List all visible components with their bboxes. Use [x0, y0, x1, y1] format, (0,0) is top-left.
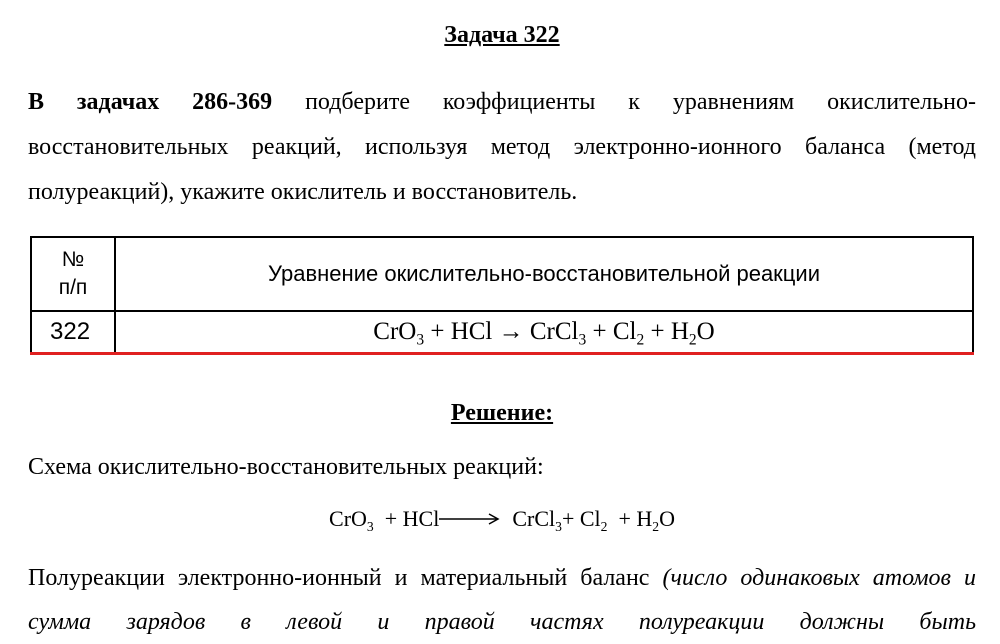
task-table [30, 236, 974, 355]
half-reactions-paragraph [28, 556, 976, 644]
reaction-scheme [28, 506, 976, 532]
eq-cro3-sub: 3 [416, 331, 425, 349]
scheme-cl2: + Cl [561, 506, 601, 531]
task-statement [28, 80, 976, 215]
eq-h2o-sub: 2 [688, 331, 697, 349]
header-number-sign: № [61, 248, 85, 271]
scheme-crcl3: CrCl [501, 506, 556, 531]
eq-h2o: + H [644, 318, 689, 345]
scheme-h2o-sub: 2 [652, 518, 660, 534]
eq-hcl: + HCl [424, 318, 499, 345]
eq-cl2: + Cl [586, 318, 637, 345]
eq-crcl3: CrCl [523, 318, 579, 345]
task-table-row [31, 311, 973, 354]
half-reactions-note: (число одинаковых атомов и сумма зарядов в левой и правой частях полуреакции должны быть [28, 565, 977, 635]
eq-crcl3-sub: 3 [578, 331, 587, 349]
row-equation-cell [115, 311, 973, 354]
long-arrow-icon [439, 507, 501, 529]
scheme-cl2-sub: 2 [600, 518, 608, 534]
scheme-h2o: + H [607, 506, 653, 531]
scheme-cro3: CrO [329, 506, 367, 531]
eq-h2o-o: O [696, 318, 715, 345]
task-statement-text: подберите коэффициенты к уравнениям окислительно-восстановительных реакций, используя метод электронно-ионного баланса (метод полуреакций), укажите окислитель и восстановитель. [28, 89, 977, 205]
scheme-cro3-sub: 3 [366, 518, 374, 534]
scheme-h2o-o: O [659, 506, 675, 531]
eq-arrow: → [498, 318, 524, 345]
header-number-abbr: п/п [58, 276, 88, 299]
scheme-crcl3-sub: 3 [555, 518, 562, 534]
header-equation-cell: Уравнение окислительно-восстановительной реакции [115, 237, 973, 311]
scheme-label: Схема окислительно-восстановительных реакций: [28, 454, 544, 480]
task-title: Задача 322 [444, 22, 560, 48]
task-table-header-row [31, 237, 973, 311]
header-number-cell [31, 237, 115, 311]
eq-cro3: CrO [373, 318, 417, 345]
row-number-cell: 322 [31, 311, 115, 354]
eq-cl2-sub: 2 [636, 331, 645, 349]
solution-title: Решение: [450, 400, 554, 426]
scheme-hcl: + HCl [373, 506, 440, 531]
half-reactions-text: Полуреакции электронно-ионный и материальный баланс [28, 565, 663, 591]
task-range-bold: В задачах 286-369 [28, 89, 273, 115]
